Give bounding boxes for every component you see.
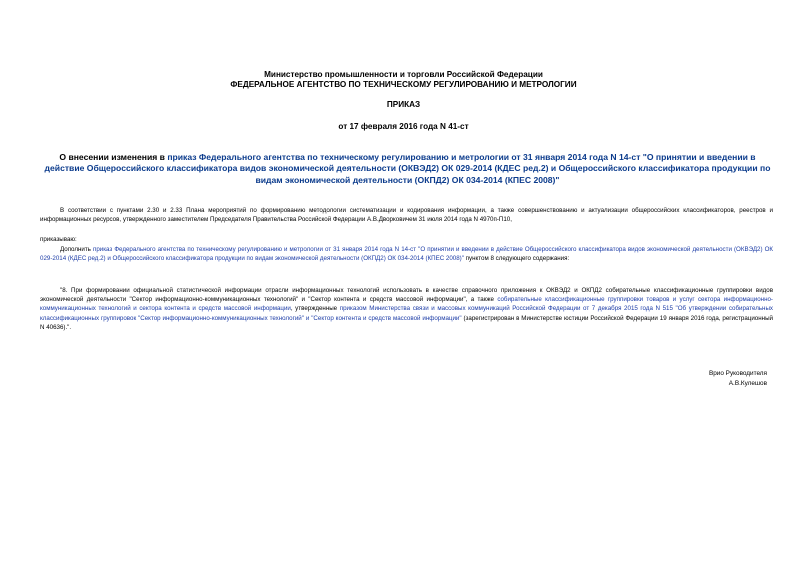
signature-name: А.В.Кулешов [728,380,767,387]
document-title [40,152,775,186]
ministry-name: Министерство промышленности и торговли Российской Федерации [264,70,543,79]
paragraph-item-8 [40,286,773,332]
title-prefix: О внесении изменения в [59,152,168,162]
paragraph-basis [40,206,773,224]
amend-prefix: Дополнить [60,246,93,253]
paragraph-order: приказываю: [40,236,77,243]
item8-text-a: "8. При формировании официальной статистической информации отрасли информационных технологий использовать в качестве справочного приложения к ОКВЭД2 и ОКПД2 собирательные классификационные группировки видов экономической деятельности "Сектор информационно-коммуникационных технологий" и "Сектор контента и средств массовой информации", а также [40,287,773,304]
item8-ministry-order-link[interactable]: приказом Министерства связи и массовых коммуникаций Российской Федерации от 7 декабря 2015 года N 515 "Об утверждении собирательных классификационных группировок "Сектор информационно-коммуникационных технологий" и "Сектор контента и средств массовой информации" [40,305,773,322]
agency-name: ФЕДЕРАЛЬНОЕ АГЕНТСТВО ПО ТЕХНИЧЕСКОМУ РЕГУЛИРОВАНИЮ И МЕТРОЛОГИИ [230,80,577,89]
item8-text-b: , утвержденные [290,305,340,313]
paragraph-basis-text: В соответствии с пунктами 2.30 и 2.33 Плана мероприятий по формированию методологии систематизации и кодирования информации, а также совершенствованию и актуализации общероссийских классификаторов, реестров и информационных ресурсов, утвержденного заместителем Председателя Правительства Российской Федерации А.В.Дворковичем 31 июля 2014 года N 4970п-П10, [40,207,773,224]
document-type: ПРИКАЗ [386,100,421,109]
paragraph-amend [40,245,773,263]
signature-position: Врио Руководителя [708,370,767,377]
document-date: от 17 февраля 2016 года N 41-ст [338,122,469,131]
amend-order-link[interactable]: приказ Федерального агентства по техническому регулированию и метрологии от 31 января 2014 года N 14-ст "О принятии и введении в действие Общероссийского классификатора видов экономической деятельности (ОКВЭД2) ОК 029-2014 (КДЕС ред.2) и Общероссийского классификатора продукции по видам экономической деятельности (ОКПД2) ОК 034-2014 (КПЕС 2008)" [40,246,773,263]
item8-groupings-link[interactable]: собирательные классификационные группировки товаров и услуг сектора информационно-коммуникационных технологий и сектора контента и средств массовой информации [40,296,773,313]
title-link[interactable]: приказ Федерального агентства по техническому регулированию и метрологии от 31 января 2014 года N 14-ст "О принятии и введении в действие Общероссийского классификатора видов экономической деятельности (ОКВЭД2) ОК 029-2014 (КДЕС ред.2) и Общероссийского классификатора продукции по видам экономической деятельности (ОКПД2) ОК 034-2014 (КПЕС 2008)" [44,152,771,185]
amend-suffix: пунктом 8 следующего содержания: [463,255,570,263]
item8-text-c: (зарегистрирован в Министерстве юстиции Российской Федерации 19 января 2016 года, регистрационный N 40636).". [40,314,773,331]
